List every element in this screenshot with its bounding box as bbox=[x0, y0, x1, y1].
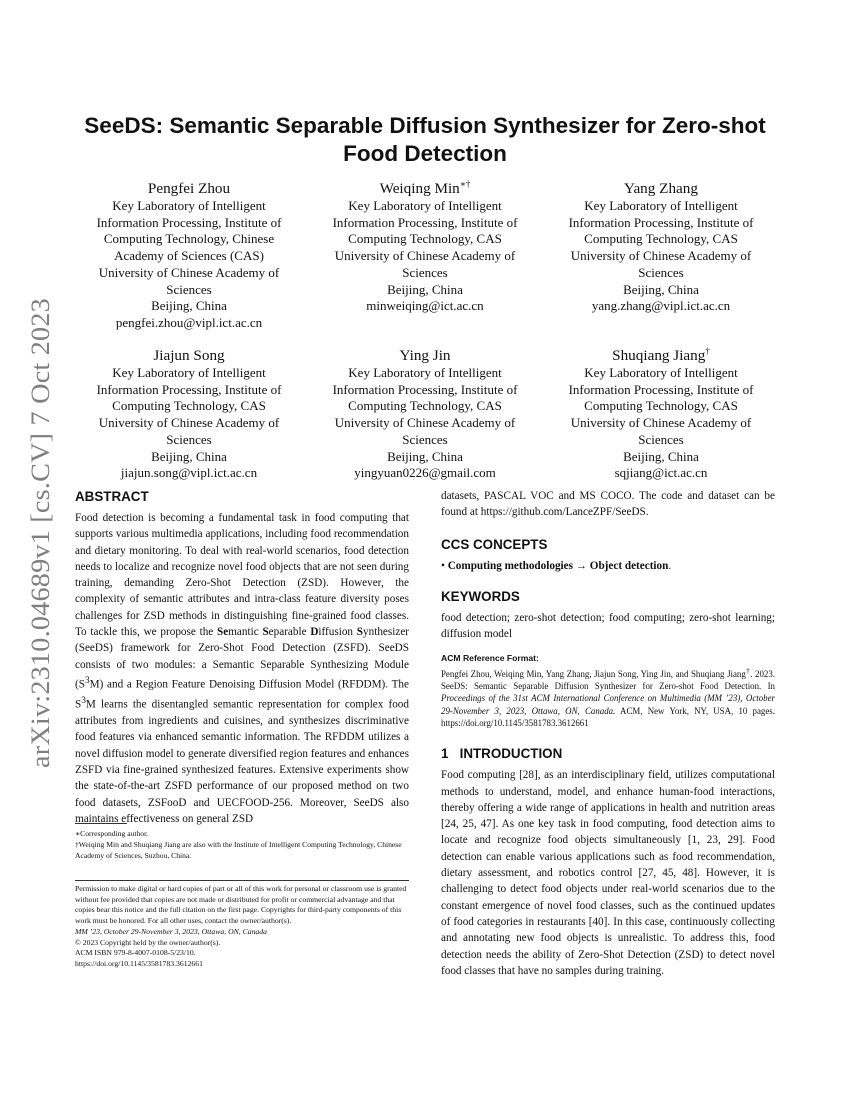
affil-line: Key Laboratory of Intelligent bbox=[112, 198, 266, 214]
affil-line: Sciences bbox=[166, 281, 212, 297]
affil-line: University of Chinese Academy of bbox=[98, 415, 280, 431]
abstract-heading: ABSTRACT bbox=[75, 489, 149, 504]
keywords-text: food detection; zero-shot detection; food computing; zero-shot learning; diffusion model bbox=[441, 611, 775, 641]
abstract-text: Food detection is becoming a fundamental task in food computing that supports various multimedia applications, including food recommendation and dietary monitoring. To deal with real-world scenarios, food detection needs to localize and recognize novel food objects that are not seen during training, demanding Zero-Shot Detection (ZSD). However, the complexity of semantic attributes and intra-class feature diversity poses challenges for ZSD methods in distinguishing fine-grained food classes. To tackle this, we propose the Semantic Separable Diffusion Synthesizer (SeeDS) framework for Zero-Shot Food Detection (ZSFD). SeeDS consists of two modules: a Semantic Separable Synthesizing Module $(S^3M)$ and a Region Feature Denoising Diffusion Model (RFDDM). The $S^3M$ learns the disentangled semantic representation for complex food attributes from ingredients and cuisines, and synthesizes discriminative food features via enhanced semantic information. The RFDDM utilizes a novel diffusion model to generate diversified region features and enhances ZSFD via fine-grained synthesized features. Extensive experiments show the state-of-the-art ZSFD performance of our proposed method on two food datasets, ZSFooD and UECFOOD-256. Moreover, SeeDS also maintains effectiveness on general ZSD bbox=[75, 512, 410, 825]
affil-line: Sciences bbox=[402, 264, 448, 280]
author-block bbox=[554, 342, 768, 482]
affil-line: Information Processing, Institute of bbox=[568, 381, 754, 397]
affil-line: University of Chinese Academy of bbox=[334, 248, 516, 264]
affil-line: Information Processing, Institute of bbox=[96, 381, 282, 397]
affil-line: Information Processing, Institute of bbox=[568, 214, 754, 230]
affil-line: University of Chinese Academy of bbox=[334, 415, 516, 431]
affil-line: Beijing, China bbox=[151, 298, 227, 314]
author-name: Shuqiang Jiang bbox=[612, 347, 706, 365]
affil-line: Computing Technology, CAS bbox=[584, 231, 738, 247]
abstract-continuation: datasets, PASCAL VOC and MS COCO. The code and dataset can be found at https://github.com/LanceZPF/SeeDS. bbox=[441, 490, 775, 519]
affil-line: Computing Technology, Chinese bbox=[103, 231, 275, 247]
affil-line: Computing Technology, CAS bbox=[348, 231, 502, 247]
affil-line: University of Chinese Academy of bbox=[570, 415, 752, 431]
paper-title: SeeDS: Semantic Separable Diffusion Synthesizer for Zero-shot Food Detection bbox=[84, 113, 766, 166]
author-row-1 bbox=[82, 175, 768, 332]
ccs-heading: CCS CONCEPTS bbox=[441, 536, 548, 552]
author-name: Weiqing Min bbox=[379, 180, 460, 198]
left-column bbox=[75, 488, 409, 827]
affil-line: Beijing, China bbox=[387, 448, 463, 464]
author-marks: † bbox=[705, 346, 710, 356]
affil-line: Academy of Sciences (CAS) bbox=[114, 248, 264, 264]
affil-line: Key Laboratory of Intelligent bbox=[348, 365, 502, 381]
footnote-affiliation: †Weiqing Min and Shuqiang Jiang are also with the Institute of Intelligent Computing Technology, Chinese Academy of Sciences, Suzhou, China. bbox=[75, 840, 402, 860]
introduction-text: Food computing [28], as an interdisciplinary field, utilizes computational methods to understand, model, and enhance human-food interactions, thereby offering a wide range of applications in health and nutrition areas [24, 25, 47]. As one key task in food computing, food detection aims to locate and recognize food objects simultaneously [1, 23, 29]. Food detection can enable various applications such as food recommendation, dietary assessment, and robotics control [27, 45, 48]. However, it is challenging to detect food objects under real-world scenarios due to the constant emergence of novel food classes, such as the continued updates of food categories in restaurants [40]. In this case, continuously collecting and annotating new food objects is unrealistic. To address this, food detection needs the ability of Zero-Shot Detection (ZSD) to detect novel food classes that have no samples during training. bbox=[441, 769, 775, 977]
author-email[interactable]: jiajun.song@vipl.ict.ac.cn bbox=[120, 465, 258, 481]
affil-line: Sciences bbox=[402, 431, 448, 447]
affil-line: Beijing, China bbox=[387, 281, 463, 297]
affil-line: Key Laboratory of Intelligent bbox=[348, 198, 502, 214]
author-name: Pengfei Zhou bbox=[147, 180, 231, 198]
acm-reference-heading: ACM Reference Format: bbox=[441, 653, 539, 664]
author-marks: ∗† bbox=[459, 179, 471, 189]
keywords-section bbox=[441, 588, 775, 643]
introduction-heading: 1 INTRODUCTION bbox=[441, 746, 563, 762]
author-block bbox=[318, 342, 532, 482]
footnotes bbox=[75, 823, 409, 861]
ccs-section bbox=[441, 536, 775, 574]
venue-line: MM ’23, October 29-November 3, 2023, Ottawa, ON, Canada bbox=[75, 926, 267, 936]
affil-line: Computing Technology, CAS bbox=[112, 398, 266, 414]
affil-line: University of Chinese Academy of bbox=[570, 248, 752, 264]
arxiv-id: arXiv:2310.04689v1 [cs.CV] 7 Oct 2023 bbox=[26, 334, 55, 768]
bullet-icon: • bbox=[441, 559, 445, 572]
affil-line: University of Chinese Academy of bbox=[98, 264, 280, 280]
ccs-concepts: • Computing methodologies → Object detection. bbox=[441, 559, 672, 572]
affil-line: Key Laboratory of Intelligent bbox=[584, 365, 738, 381]
author-block bbox=[82, 342, 296, 482]
affil-line: Sciences bbox=[638, 264, 684, 280]
permission-text: Permission to make digital or hard copies of part or all of this work for personal or classroom use is granted without fee provided that copies are not made or distributed for profit or commercial advantage and that copies bear this notice and the full citation on the first page. Copyrights for third-party components of this work must be honored. For all other uses, contact the owner/author(s). bbox=[75, 884, 407, 926]
affil-line: Beijing, China bbox=[623, 281, 699, 297]
introduction-section bbox=[441, 745, 775, 979]
permission-block bbox=[75, 880, 409, 970]
right-column bbox=[441, 488, 775, 979]
affil-line: Information Processing, Institute of bbox=[332, 381, 518, 397]
affil-line: Information Processing, Institute of bbox=[332, 214, 518, 230]
author-email[interactable]: minweiqing@ict.ac.cn bbox=[366, 298, 484, 314]
footnote-corresponding: ∗Corresponding author. bbox=[75, 829, 149, 838]
affil-line: Computing Technology, CAS bbox=[584, 398, 738, 414]
author-email[interactable]: yang.zhang@vipl.ict.ac.cn bbox=[591, 298, 731, 314]
author-email[interactable]: sqjiang@ict.ac.cn bbox=[614, 465, 708, 481]
affil-line: Computing Technology, CAS bbox=[348, 398, 502, 414]
affil-line: Beijing, China bbox=[151, 448, 227, 464]
author-row-2 bbox=[82, 342, 768, 482]
affil-line: Beijing, China bbox=[623, 448, 699, 464]
acm-reference: ACM Reference Format: Pengfei Zhou, Weiqing Min, Yang Zhang, Jiajun Song, Ying Jin, and Shuqiang Jiang†. 2023. SeeDS: Semantic Separable Diffusion Synthesizer for Zero-shot Food Detection. In Proceedings of the 31st ACM International Conference on Multimedia (MM ’23), October 29-November 3, 2023, Ottawa, ON, Canada. ACM, New York, NY, USA, 10 pages. https://doi.org/10.1145/3581783.3612661 bbox=[441, 653, 775, 728]
footnote-rule bbox=[75, 823, 127, 824]
affil-line: Key Laboratory of Intelligent bbox=[584, 198, 738, 214]
arxiv-watermark bbox=[22, 298, 58, 768]
affil-line: Sciences bbox=[166, 431, 212, 447]
author-name: Jiajun Song bbox=[153, 347, 225, 365]
author-email[interactable]: pengfei.zhou@vipl.ict.ac.cn bbox=[115, 314, 263, 330]
copyright-line: © 2023 Copyright held by the owner/author(s). bbox=[75, 937, 221, 947]
author-block bbox=[82, 175, 296, 332]
author-email[interactable]: yingyuan0226@gmail.com bbox=[354, 465, 496, 481]
keywords-heading: KEYWORDS bbox=[441, 588, 520, 604]
author-name: Ying Jin bbox=[399, 347, 451, 365]
affil-line: Key Laboratory of Intelligent bbox=[112, 365, 266, 381]
affil-line: Sciences bbox=[638, 431, 684, 447]
doi-link[interactable]: https://doi.org/10.1145/3581783.3612661 bbox=[75, 958, 203, 968]
author-block bbox=[554, 175, 768, 332]
author-block bbox=[318, 175, 532, 332]
affil-line: Information Processing, Institute of bbox=[96, 214, 282, 230]
author-name: Yang Zhang bbox=[624, 180, 698, 198]
isbn-line: ACM ISBN 979-8-4007-0108-5/23/10. bbox=[75, 948, 196, 958]
